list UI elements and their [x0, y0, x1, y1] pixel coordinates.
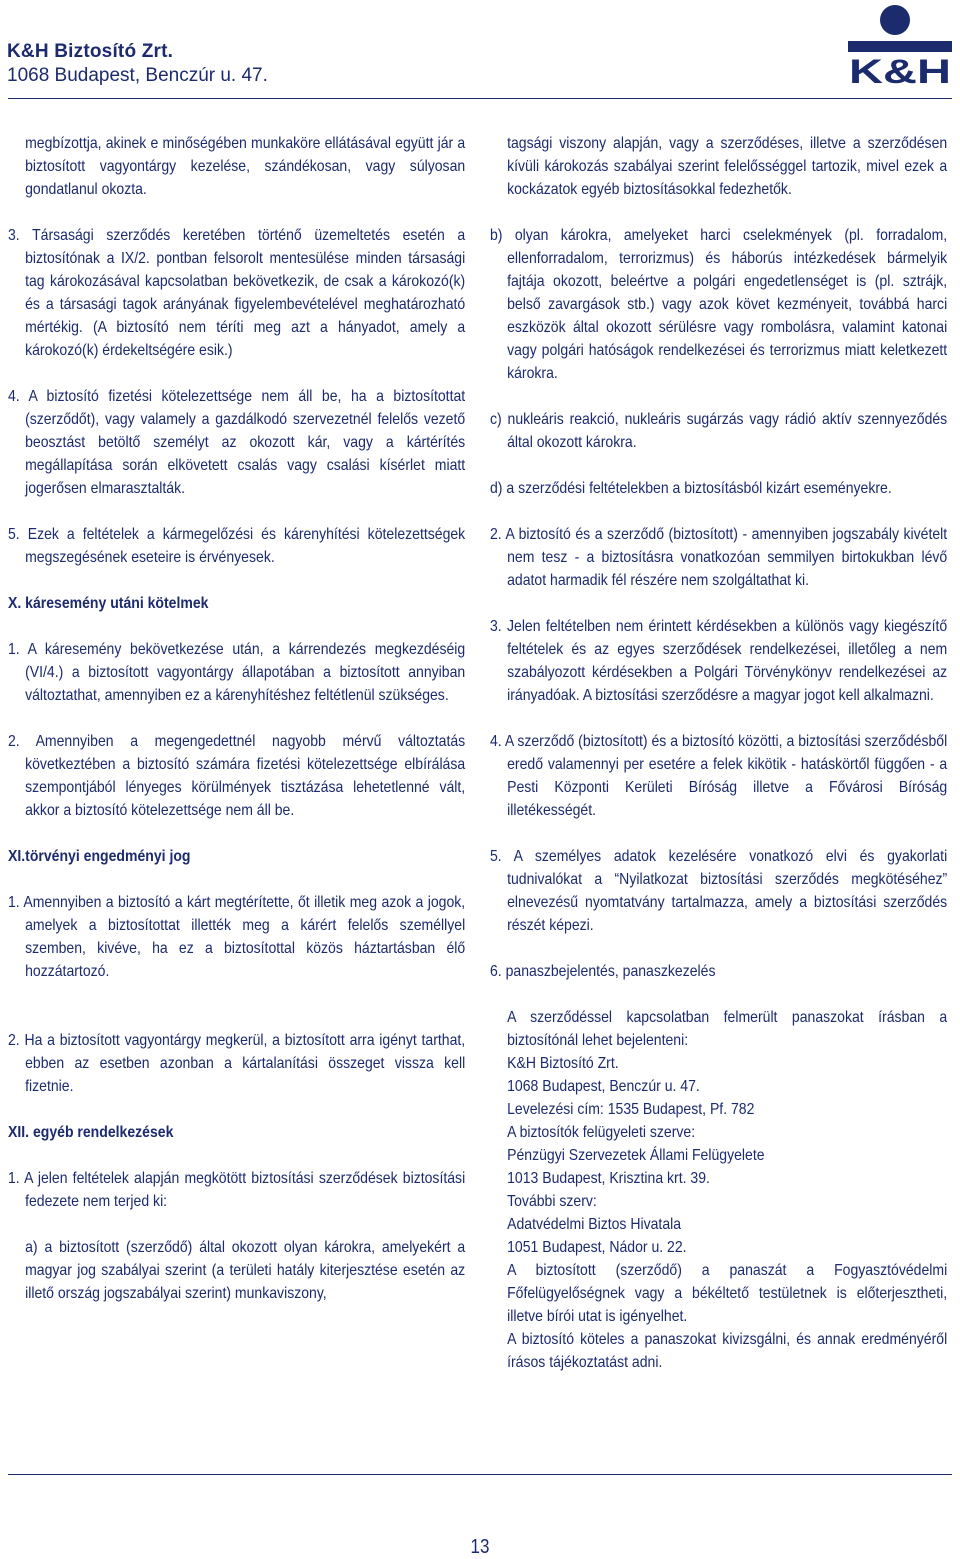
section-xii-clause-1: 1. A jelen feltételek alapján megkötött biztosítási szerződések biztosítási fedezete nem terjed ki:	[8, 1170, 466, 1210]
section-xii-clause-5: 5. A személyes adatok kezelésére vonatkozó elvi és gyakorlati tudnivalókat a “Nyilatkozat biztosítási szerződés megkötéséhez” elnevezésű nyomtatvány tartalmazza, amely a biztosítási szerződés részét képezi.	[490, 848, 948, 934]
section-xi-clause-2: 2. Ha a biztosított vagyontárgy megkerül, a biztosított arra igényt tarthat, ebben az esetben azonban a kártalanítási összeget vissza kell fizetnie.	[8, 1032, 466, 1095]
company-address: 1068 Budapest, Benczúr u. 47.	[7, 65, 268, 86]
contact-line: 1013 Budapest, Krisztina krt. 39.	[507, 1170, 710, 1187]
section-x-clause-1: 1. A káresemény bekövetkezése után, a kárrendezés megkezdéséig (VI/4.) a biztosított vagyontárgy állapotában a biztosított annyiban változtathat, amennyiben ez a kárenyhítéshez feltétlenül szükséges.	[8, 641, 466, 704]
contact-block	[490, 1052, 947, 1259]
kh-logo	[848, 4, 952, 84]
section-xii-clause-2: 2. A biztosító és a szerződő (biztosított) - amennyiben jogszabály kivételt nem tesz - a biztosításra vonatkozóan semmilyen birtokukban lévő adatot harmadik fél részére nem szolgáltathat ki.	[490, 526, 948, 589]
section-xii-clause-6: 6. panaszbejelentés, panaszkezelés	[490, 963, 716, 980]
logo-bar	[848, 41, 952, 52]
clause-1b: b) olyan károkra, amelyeket harci cselekmények (pl. forradalom, ellenforradalom, terrorizmus) és háborús intézkedések bármelyik fajtája okozott, beleértve a polgári engedetlenséget is (pl. sztrájk, belső zavargások stb.) vagy azok követ kezményeit, továbbá harci eszközök által okozott sérülésre vagy rombolásra, valamint katonai vagy polgári hatóságok rendelkezései és terrorizmus miatt keletkezett károkra.	[490, 227, 948, 382]
header-divider	[8, 98, 952, 99]
contact-line: 1051 Budapest, Nádor u. 22.	[507, 1239, 687, 1256]
clause-1d: d) a szerződési feltételekben a biztosításból kizárt eseményekre.	[490, 480, 892, 497]
page-number: 13	[470, 1536, 490, 1558]
clause-1c: c) nukleáris reakció, nukleáris sugárzás vagy rádió aktív szennyeződés által okozott károkra.	[490, 411, 948, 451]
contact-line: Levelezési cím: 1535 Budapest, Pf. 782	[507, 1101, 755, 1118]
section-heading-x: X. káresemény utáni kötelmek	[8, 595, 209, 612]
section-xi-clause-1: 1. Amennyiben a biztosító a kárt megtérítette, őt illetik meg azok a jogok, amelyek a biztosítottat illették meg a kárért felelős személlyel szemben, kivéve, ha ez a biztosítottal közös háztartásban élő hozzátartozó.	[8, 894, 466, 980]
contact-line: K&H Biztosító Zrt.	[507, 1055, 619, 1072]
clause-5: 5. Ezek a feltételek a kármegelőzési és kárenyhítési kötelezettségek megszegésének eseteire is érvényesek.	[8, 526, 466, 566]
company-name: K&H Biztosító Zrt.	[7, 41, 174, 62]
section-xii-clause-3: 3. Jelen feltételben nem érintett kérdésekben a különös vagy kiegészítő feltételek és az egyes szerződések rendelkezései, illetőleg a nem szabályozott kérdésekben a Polgári Törvénykönyv rendelkezései az irányadóak. A biztosítási szerződésre a magyar jogot kell alkalmazni.	[490, 618, 948, 704]
clause-4: 4. A biztosító fizetési kötelezettsége nem áll be, ha a biztosítottat (szerződőt), vagy valamely a gazdálkodó szervezetnél felelős vezető beosztást betöltő személyt az okozott kár, vagy a kártérítés megállapítása során elkövetett csalás vagy csalási kísérlet miatt jogerősen elmarasztalták.	[8, 388, 466, 497]
left-column	[8, 132, 465, 1305]
footer-divider	[8, 1474, 952, 1475]
letterhead	[7, 40, 268, 88]
logo-circle	[880, 5, 910, 35]
contact-line: 1068 Budapest, Benczúr u. 47.	[507, 1078, 700, 1095]
contact-line: Pénzügyi Szervezetek Állami Felügyelete	[507, 1147, 765, 1164]
logo-text: K&H	[849, 53, 951, 84]
contact-line: Adatvédelmi Biztos Hivatala	[507, 1216, 682, 1233]
contact-line: További szerv:	[507, 1193, 597, 1210]
section-heading-xi: XI.törvényi engedményi jog	[8, 848, 191, 865]
consumer-protection-paragraph: A biztosított (szerződő) a panaszát a Fogyasztóvédelmi Főfelügyelőségnek vagy a békéltető testületnek is előterjesztheti, illetve bírói utat is igényelhet.	[507, 1262, 948, 1325]
clause-3: 3. Társasági szerződés keretében történő üzemeltetés esetén a biztosítónak a IX/2. pontban felsorolt mentesülése minden társasági tag károkozásával kapcsolatban bekövetkezik, de csak a károkozó(k) és a társasági tagok arányának figyelembevételével meghatározható mértékig. (A biztosító nem téríti meg azt a hányadot, amely a károkozó(k) érdekeltségére esik.)	[8, 227, 466, 359]
contact-line: A biztosítók felügyeleti szerve:	[507, 1124, 696, 1141]
section-xii-clause-1a: a) a biztosított (szerződő) által okozott olyan károkra, amelyekért a magyar jog szabályai szerint (a területi hatály kiterjesztése esetén az illető ország jogszabályai szerint) munkaviszony,	[25, 1239, 466, 1302]
section-x-clause-2: 2. Amennyiben a megengedettnél nagyobb mérvű változtatás következtében a biztosító számára fizetési kötelezettsége elbírálása szempontjából lényeges körülmények tisztázása lehetetlenné vált, akkor a biztosító kötelezettsége nem áll be.	[8, 733, 466, 819]
clause-1a-continuation: tagsági viszony alapján, vagy a szerződéses, illetve a szerződésen kívüli károkozás szabályai szerint felelősséggel tartozik, mivel ezek a kockázatok egyéb biztosításokkal fedezhetők.	[507, 135, 948, 198]
complaint-intro: A szerződéssel kapcsolatban felmerült panaszokat írásban a biztosítónál lehet bejelenteni:	[507, 1009, 948, 1049]
right-column	[490, 132, 947, 1374]
investigation-paragraph: A biztosító köteles a panaszokat kivizsgálni, és annak eredményéről írásos tájékoztatást adni.	[507, 1331, 948, 1371]
section-heading-xii: XII. egyéb rendelkezések	[8, 1124, 174, 1141]
section-xii-clause-4: 4. A szerződő (biztosított) és a biztosító közötti, a biztosítási szerződésből eredő valamennyi per esetére a felek kikötik - hatáskörtől függően - a Pesti Központi Kerületi Bíróság illetve a Fővárosi Bíróság illetékességét.	[490, 733, 948, 819]
continuation-paragraph: megbízottja, akinek e minőségében munkaköre ellátásával együtt jár a biztosított vagyontárgy kezelése, szándékosan, vagy súlyosan gondatlanul okozta.	[25, 135, 466, 198]
